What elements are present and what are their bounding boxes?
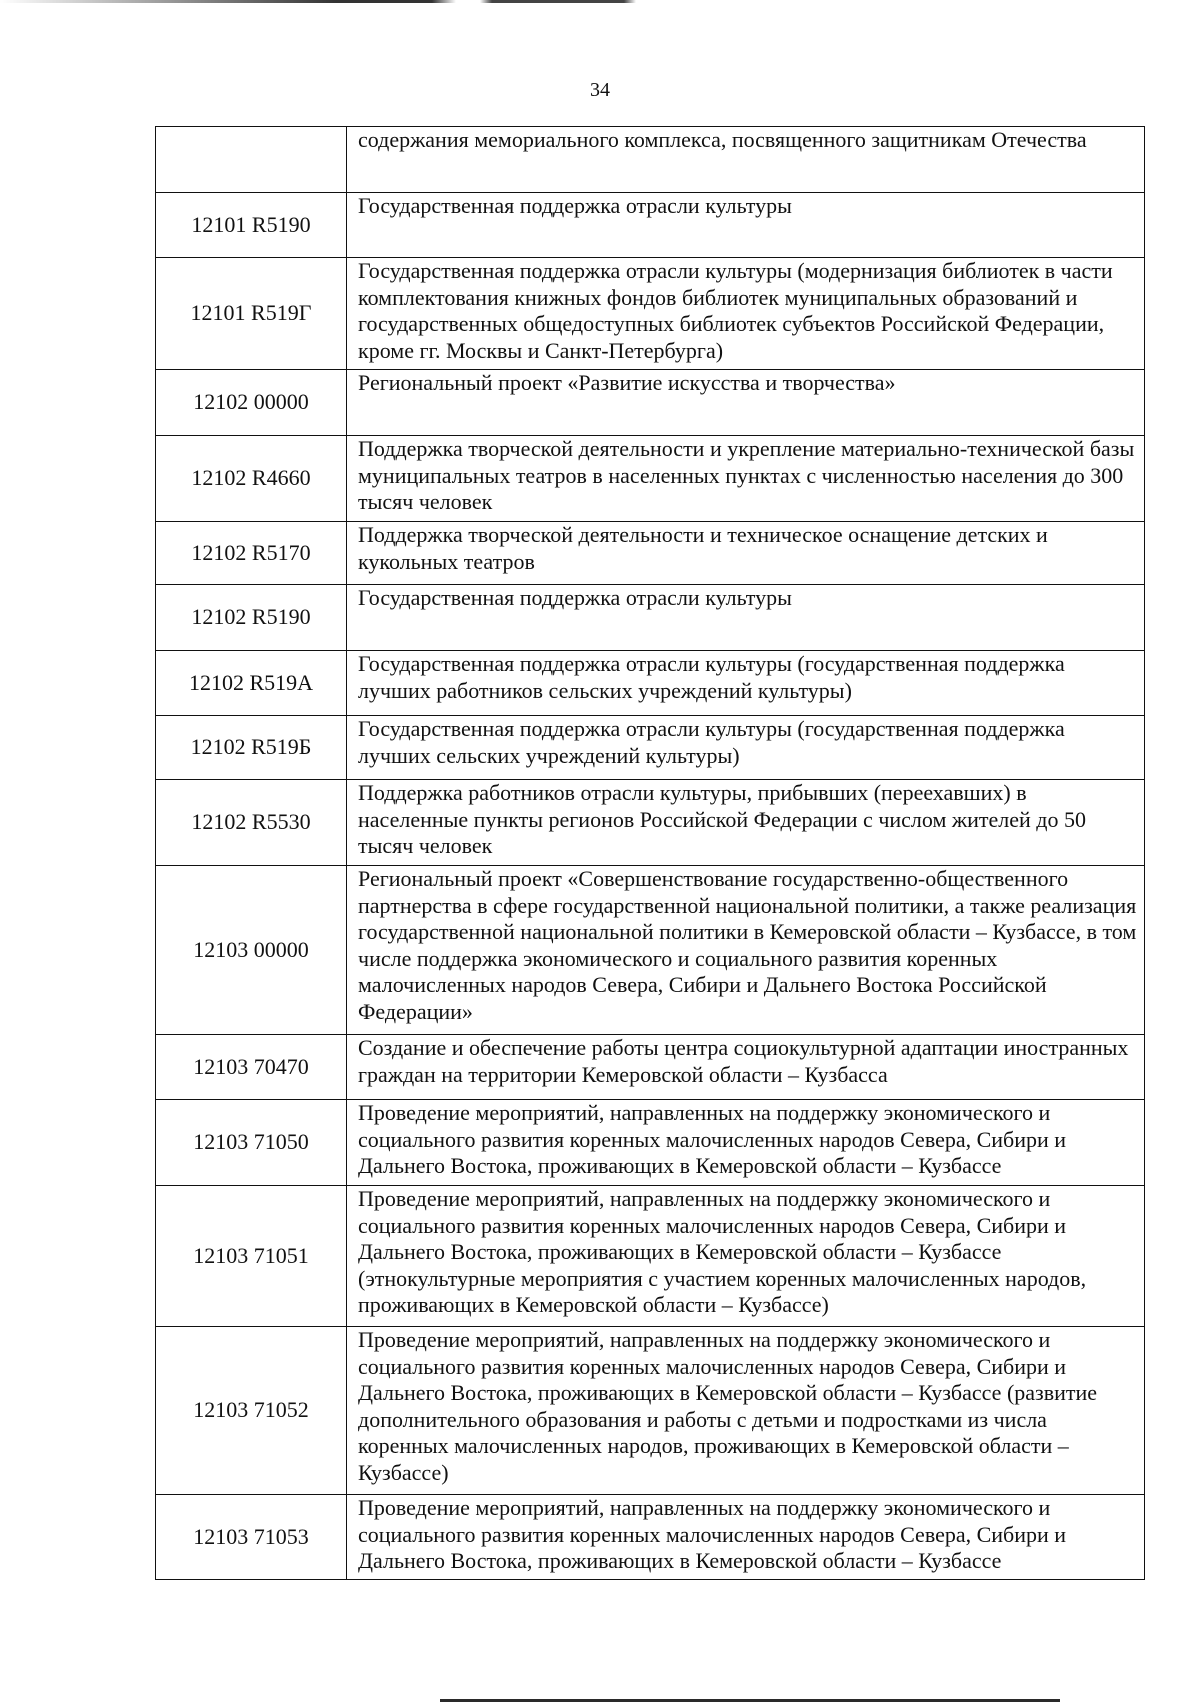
row-code: 12102 R519Б — [156, 716, 347, 780]
row-description: Поддержка творческой деятельности и техническое оснащение детских и кукольных театров — [347, 522, 1145, 585]
row-code: 12101 R519Г — [156, 258, 347, 370]
row-description: Поддержка работников отрасли культуры, прибывших (переехавших) в населенные пункты регионов Российской Федерации с числом жителей до 50 тысяч человек — [347, 780, 1145, 866]
row-code — [156, 127, 347, 193]
row-description: Проведение мероприятий, направленных на поддержку экономического и социального развития коренных малочисленных народов Севера, Сибири и Дальнего Востока, проживающих в Кемеровской области – Кузбассе (развитие дополнительного образования и работы с детьми и подростками из числа коренных малочисленных народов, проживающих в Кемеровской области – Кузбассе) — [347, 1327, 1145, 1495]
row-description: Создание и обеспечение работы центра социокультурной адаптации иностранных граждан на территории Кемеровской области – Кузбасса — [347, 1035, 1145, 1100]
row-code: 12102 R5530 — [156, 780, 347, 866]
table-row — [156, 780, 1145, 866]
row-code: 12103 70470 — [156, 1035, 347, 1100]
row-description: Государственная поддержка отрасли культуры (государственная поддержка лучших работников сельских учреждений культуры) — [347, 651, 1145, 716]
row-code: 12102 R5190 — [156, 585, 347, 651]
row-code: 12102 00000 — [156, 370, 347, 436]
row-description: Проведение мероприятий, направленных на поддержку экономического и социального развития коренных малочисленных народов Севера, Сибири и Дальнего Востока, проживающих в Кемеровской области – Кузбассе — [347, 1100, 1145, 1186]
budget-classification-table — [155, 126, 1145, 1580]
row-description: Региональный проект «Совершенствование государственно-общественного партнерства в сфере государственной национальной политики, а также реализация государственной национальной политики в Кемеровской области – Кузбассе, в том числе поддержка экономического и социального развития коренных малочисленных народов Севера, Сибири и Дальнего Востока Российской Федерации» — [347, 866, 1145, 1035]
row-code: 12103 71052 — [156, 1327, 347, 1495]
page-number: 34 — [590, 79, 610, 101]
row-code: 12101 R5190 — [156, 193, 347, 258]
row-description: Проведение мероприятий, направленных на поддержку экономического и социального развития коренных малочисленных народов Севера, Сибири и Дальнего Востока, проживающих в Кемеровской области – Кузбассе — [347, 1495, 1145, 1580]
table-row — [156, 193, 1145, 258]
table-row — [156, 1035, 1145, 1100]
table-row — [156, 522, 1145, 585]
table-row — [156, 436, 1145, 522]
table-row — [156, 1495, 1145, 1580]
row-code: 12102 R519А — [156, 651, 347, 716]
row-description: Поддержка творческой деятельности и укрепление материально-технической базы муниципальных театров в населенных пунктах с численностью населения до 300 тысяч человек — [347, 436, 1145, 522]
table-row — [156, 1186, 1145, 1327]
table-row — [156, 716, 1145, 780]
row-description: Государственная поддержка отрасли культуры — [347, 585, 1145, 651]
row-code: 12102 R5170 — [156, 522, 347, 585]
table-row — [156, 1327, 1145, 1495]
row-code: 12102 R4660 — [156, 436, 347, 522]
table-row — [156, 1100, 1145, 1186]
table-row — [156, 585, 1145, 651]
scan-edge-top — [0, 0, 1200, 3]
row-code: 12103 00000 — [156, 866, 347, 1035]
scan-edge-bottom — [440, 1699, 1060, 1702]
table-row — [156, 866, 1145, 1035]
row-description: Государственная поддержка отрасли культуры — [347, 193, 1145, 258]
row-description: Государственная поддержка отрасли культуры (модернизация библиотек в части комплектования книжных фондов библиотек муниципальных образований и государственных общедоступных библиотек субъектов Российской Федерации, кроме гг. Москвы и Санкт-Петербурга) — [347, 258, 1145, 370]
table-row — [156, 127, 1145, 193]
row-code: 12103 71050 — [156, 1100, 347, 1186]
table-row — [156, 258, 1145, 370]
row-description: Государственная поддержка отрасли культуры (государственная поддержка лучших сельских учреждений культуры) — [347, 716, 1145, 780]
table-row — [156, 370, 1145, 436]
table-row — [156, 651, 1145, 716]
row-code: 12103 71053 — [156, 1495, 347, 1580]
row-description: Проведение мероприятий, направленных на поддержку экономического и социального развития коренных малочисленных народов Севера, Сибири и Дальнего Востока, проживающих в Кемеровской области – Кузбассе (этнокультурные мероприятия с участием коренных малочисленных народов, проживающих в Кемеровской области – Кузбассе) — [347, 1186, 1145, 1327]
row-description: содержания мемориального комплекса, посвященного защитникам Отечества — [347, 127, 1145, 193]
row-description: Региональный проект «Развитие искусства и творчества» — [347, 370, 1145, 436]
row-code: 12103 71051 — [156, 1186, 347, 1327]
